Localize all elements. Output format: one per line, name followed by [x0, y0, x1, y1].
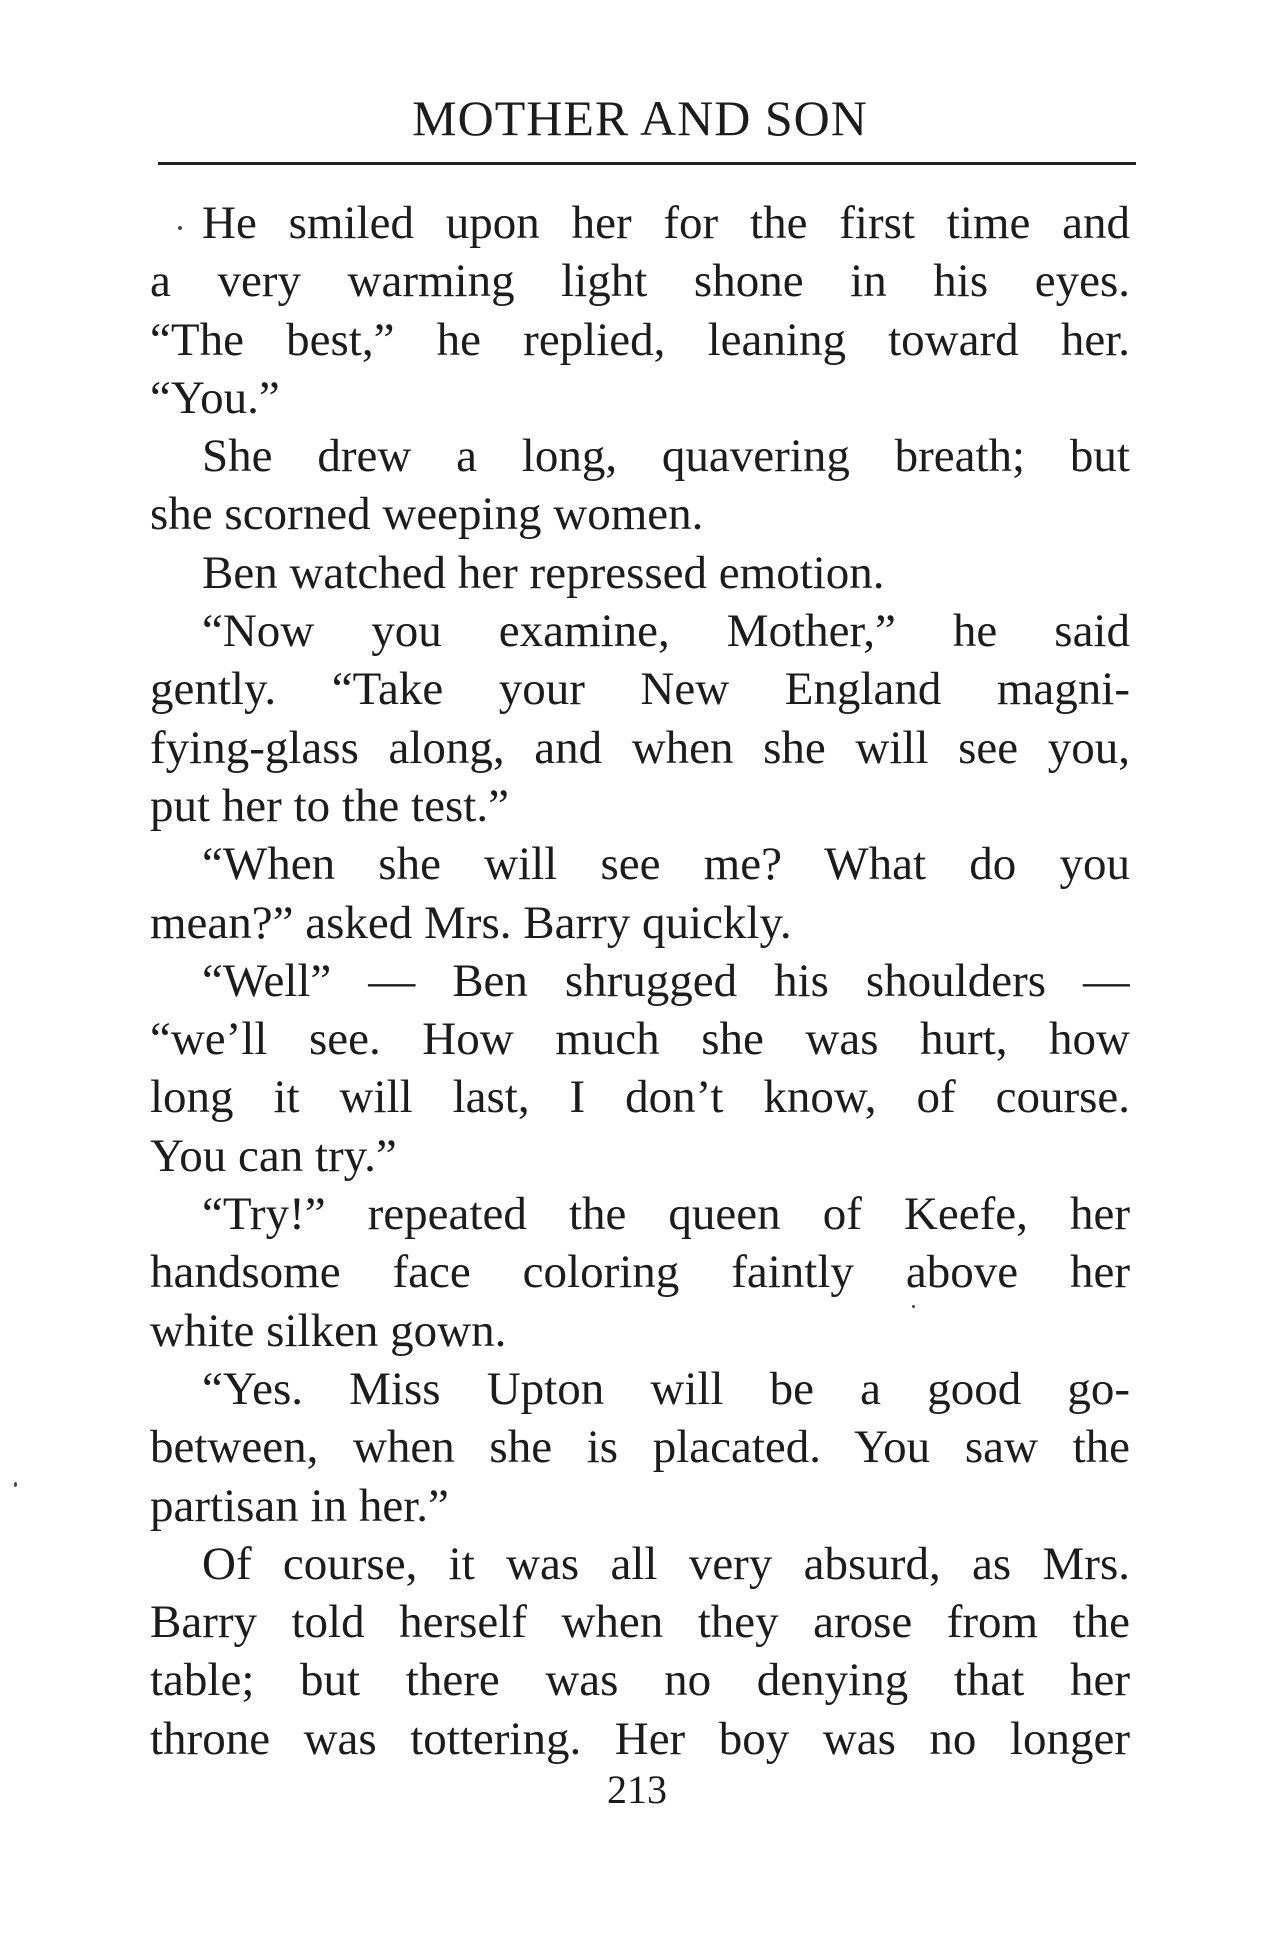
text-line: “The best,” he replied, leaning toward her.: [150, 313, 1130, 366]
paragraph: [150, 835, 1130, 952]
text-line: between, when she is placated. You saw the: [150, 1421, 1130, 1474]
text-line: Barry told herself when they arose from the: [150, 1596, 1130, 1649]
text-line: white silken gown.: [150, 1304, 507, 1357]
print-speck: [912, 1305, 915, 1308]
paragraph: [150, 544, 1130, 602]
text-line: a very warming light shone in his eyes.: [150, 255, 1130, 308]
text-line: “When she will see me? What do you: [202, 838, 1130, 891]
text-line: She drew a long, quavering breath; but: [202, 430, 1130, 483]
print-speck: [178, 226, 182, 230]
text-line: “Try!” repeated the queen of Keefe, her: [202, 1188, 1130, 1241]
text-line: table; but there was no denying that her: [150, 1654, 1130, 1707]
text-line: fying-glass along, and when she will see you,: [150, 721, 1130, 774]
header-rule: [158, 162, 1136, 165]
text-line: mean?” asked Mrs. Barry quickly.: [150, 896, 792, 949]
body-text: [150, 194, 1130, 1768]
text-line: Ben watched her repressed emotion.: [202, 546, 885, 599]
text-line: gently. “Take your New England magni-: [150, 663, 1130, 716]
paragraph: [150, 602, 1130, 835]
paragraph: [150, 1185, 1130, 1360]
page-number: 213: [607, 1767, 667, 1812]
text-line: He smiled upon her for the first time and: [202, 197, 1130, 249]
running-head: MOTHER AND SON: [412, 90, 868, 146]
text-line: handsome face coloring faintly above her: [150, 1246, 1130, 1299]
text-line: long it will last, I don’t know, of course.: [150, 1071, 1130, 1124]
paragraph: [150, 1360, 1130, 1535]
text-line: You can try.”: [150, 1129, 397, 1182]
text-line: she scorned weeping women.: [150, 488, 704, 541]
text-line: partisan in her.”: [150, 1479, 449, 1532]
text-line: “Well” — Ben shrugged his shoulders —: [202, 954, 1130, 1007]
text-line: “we’ll see. How much she was hurt, how: [150, 1013, 1130, 1066]
text-line: “Yes. Miss Upton will be a good go-: [202, 1362, 1130, 1415]
paragraph: [150, 427, 1130, 544]
text-line: Of course, it was all very absurd, as Mrs.: [202, 1537, 1130, 1590]
text-line: “Now you examine, Mother,” he said: [202, 605, 1130, 658]
text-line: “You.”: [150, 371, 280, 424]
text-line: throne was tottering. Her boy was no longer: [150, 1712, 1130, 1765]
print-speck: [14, 1482, 17, 1487]
paragraph: [150, 1535, 1130, 1768]
paragraph: [150, 194, 1130, 427]
paragraph: [150, 952, 1130, 1185]
text-line: put her to the test.”: [150, 779, 509, 832]
